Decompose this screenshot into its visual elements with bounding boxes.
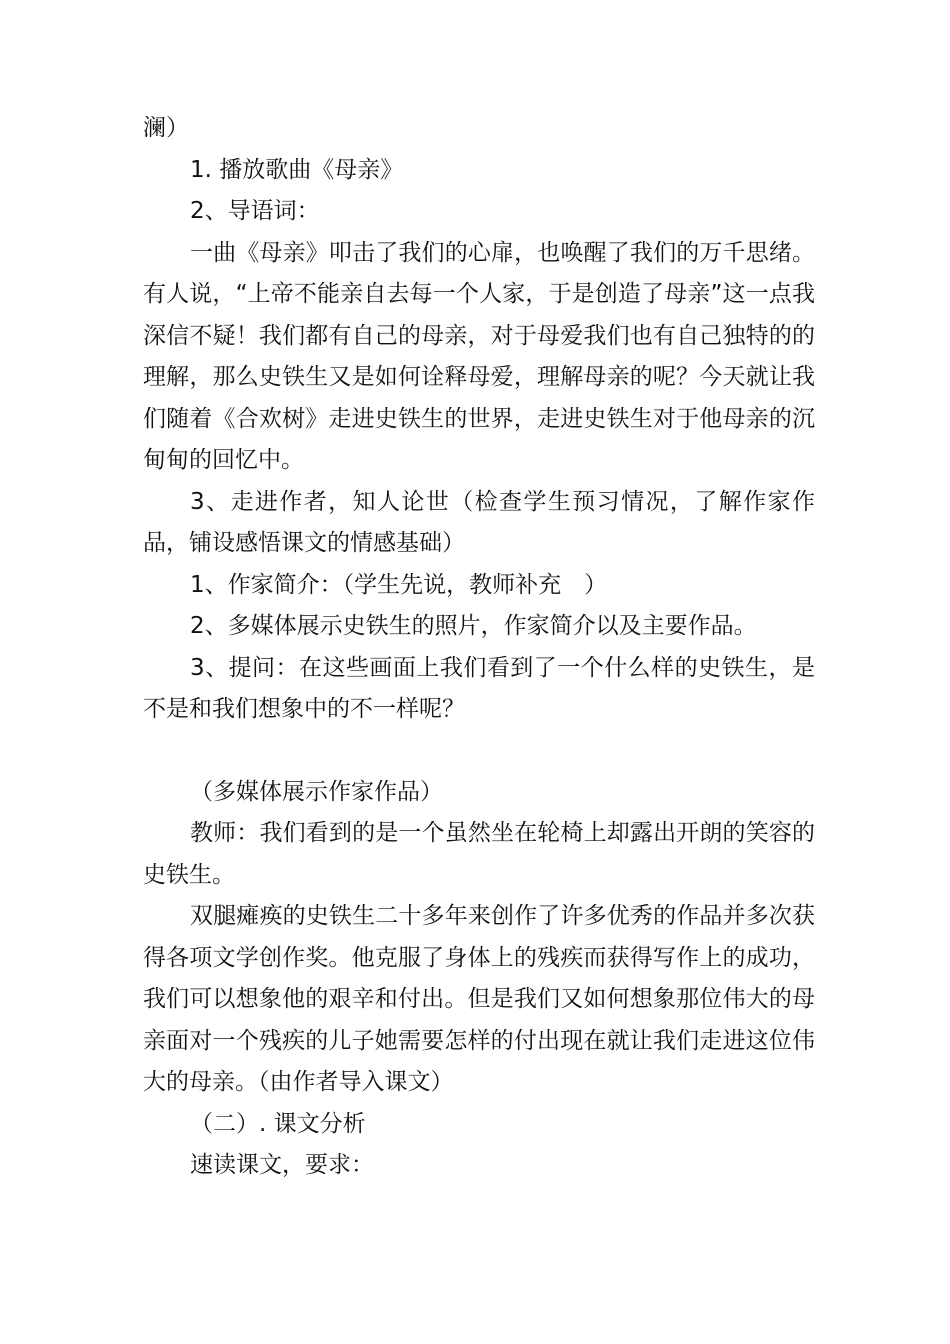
paragraph-speed-reading: 速读课文，要求： — [190, 1152, 374, 1178]
paragraph-intro-heading: 2、导语词： — [190, 198, 320, 224]
paragraph-multimedia-works: （多媒体展示作家作品） — [190, 778, 443, 805]
paragraph-author-heading: 3、走进作者，知人论世（检查学生预习情况，了解作家作品，铺设感悟课文的情感基础） — [143, 488, 815, 556]
paragraph-teacher: 教师：我们看到的是一个虽然坐在轮椅上却露出开朗的笑容的史铁生。 — [143, 820, 815, 888]
paragraph-question: 3、提问：在这些画面上我们看到了一个什么样的史铁生，是不是和我们想象中的不一样呢？ — [143, 654, 815, 722]
paragraph-play-song: 1. 播放歌曲《母亲》 — [190, 156, 404, 183]
paragraph-author-intro: 1、作家简介：（学生先说，教师补充 ） — [190, 571, 608, 598]
paragraph-continuation: 澜） — [143, 115, 189, 141]
section-heading-text-analysis: （二）. 课文分析 — [190, 1110, 366, 1137]
document-body — [143, 108, 815, 1187]
paragraph-multimedia-photos: 2、多媒体展示史铁生的照片，作家简介以及主要作品。 — [190, 613, 757, 639]
paragraph-intro-text: 一曲《母亲》叩击了我们的心扉，也唤醒了我们的万千思绪。有人说，“上帝不能亲自去每一个人家，于是创造了母亲”这一点我深信不疑！我们都有自己的母亲，对于母爱我们也有自己独特的的理解，那么史铁生又是如何诠释母爱，理解母亲的呢？今天就让我们随着《合欢树》走进史铁生的世界，走进史铁生对于他母亲的沉甸甸的回忆中。 — [143, 239, 815, 473]
paragraph-achievements: 双腿瘫痪的史铁生二十多年来创作了许多优秀的作品并多次获得各项文学创作奖。他克服了身体上的残疾而获得写作上的成功，我们可以想象他的艰辛和付出。但是我们又如何想象那位伟大的母亲面对一个残疾的儿子她需要怎样的付出现在就让我们走进这位伟大的母亲。（由作者导入课文） — [143, 903, 815, 1095]
